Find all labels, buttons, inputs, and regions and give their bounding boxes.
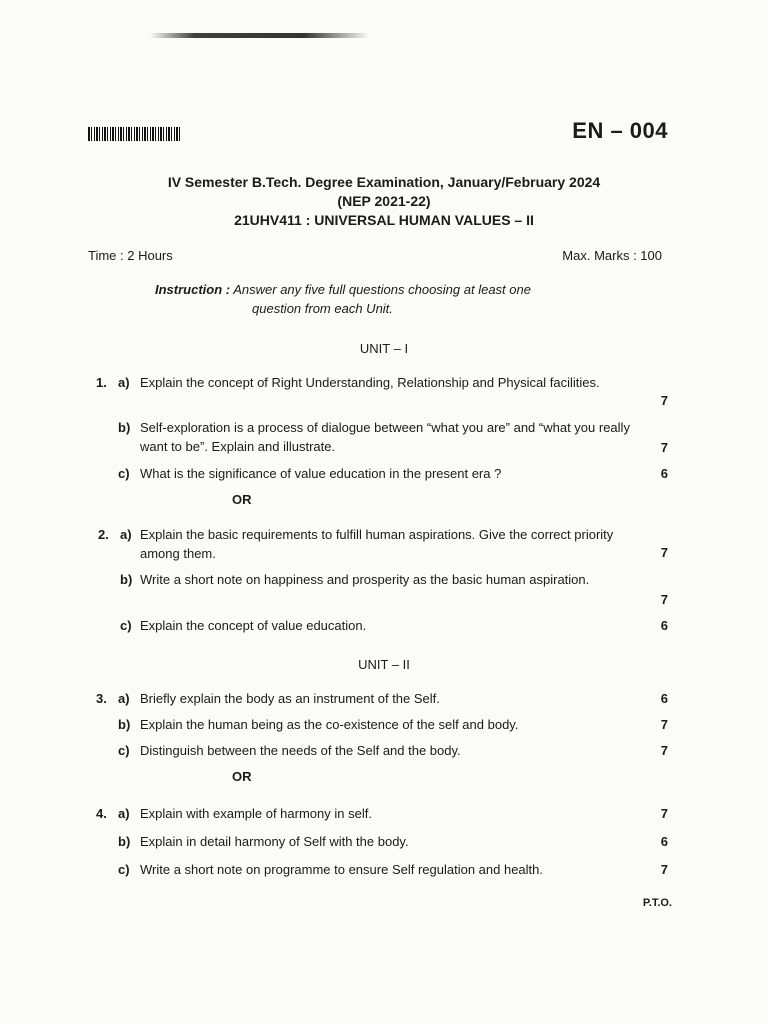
part-label: c) [118,862,130,877]
marks-value: 7 [660,743,668,758]
part-label: c) [120,618,132,633]
exam-title: IV Semester B.Tech. Degree Examination, January/February 2024 [167,174,601,190]
pto-label: P.T.O. [642,897,672,909]
scheme-label: (NEP 2021-22) [337,193,431,209]
part-label: c) [118,743,130,758]
marks-value: 7 [660,393,668,408]
question-text: Explain the human being as the co-existence of the self and body. [140,717,519,732]
marks-value: 7 [660,862,668,877]
barcode-image [88,127,182,141]
question-text: What is the significance of value education in the present era ? [140,466,502,481]
or-separator: OR [232,492,252,507]
question-text: Explain the concept of value education. [140,618,367,633]
marks-value: 6 [660,466,668,481]
time-label: Time : 2 Hours [88,248,173,263]
part-label: a) [118,691,130,706]
marks-value: 7 [660,592,668,607]
part-label: b) [118,834,131,849]
scan-smudge [150,33,370,38]
question-text: Explain with example of harmony in self. [140,806,372,821]
question-text: Write a short note on happiness and prosperity as the basic human aspiration. [140,572,590,587]
marks-value: 7 [660,806,668,821]
question-number: 3. [96,691,107,706]
question-text: Explain the basic requirements to fulfill human aspirations. Give the correct priority among them. [140,527,614,561]
marks-value: 7 [660,440,668,455]
max-marks-label: Max. Marks : 100 [562,248,662,263]
marks-value: 6 [660,691,668,706]
question-number: 2. [98,527,109,542]
paper-code: EN – 004 [572,118,668,143]
part-label: c) [118,466,130,481]
part-label: b) [118,717,131,732]
part-label: a) [118,375,130,390]
question-text: Distinguish between the needs of the Self and the body. [140,743,461,758]
or-separator: OR [232,769,252,784]
marks-value: 6 [660,834,668,849]
marks-value: 6 [660,618,668,633]
part-label: b) [118,420,131,435]
marks-value: 7 [660,717,668,732]
course-title: 21UHV411 : UNIVERSAL HUMAN VALUES – II [234,212,534,228]
question-text: Write a short note on programme to ensure Self regulation and health. [140,862,543,877]
instruction-text-2: question from each Unit. [252,301,393,316]
unit-heading: UNIT – I [359,341,409,356]
question-number: 1. [96,375,107,390]
part-label: b) [120,572,133,587]
question-text: Explain in detail harmony of Self with the body. [140,834,409,849]
question-text: Briefly explain the body as an instrument of the Self. [140,691,440,706]
instruction [155,280,645,318]
question-number: 4. [96,806,107,821]
question-text: Explain the concept of Right Understanding, Relationship and Physical facilities. [140,375,600,390]
part-label: a) [118,806,130,821]
instruction-text-1: Answer any five full questions choosing at least one [230,282,531,297]
marks-value: 7 [660,545,668,560]
unit-heading: UNIT – II [358,657,410,672]
instruction-label: Instruction : [155,282,231,297]
part-label: a) [120,527,132,542]
question-text: Self-exploration is a process of dialogue between “what you are” and “what you really want to be”. Explain and illustrate. [140,420,630,454]
